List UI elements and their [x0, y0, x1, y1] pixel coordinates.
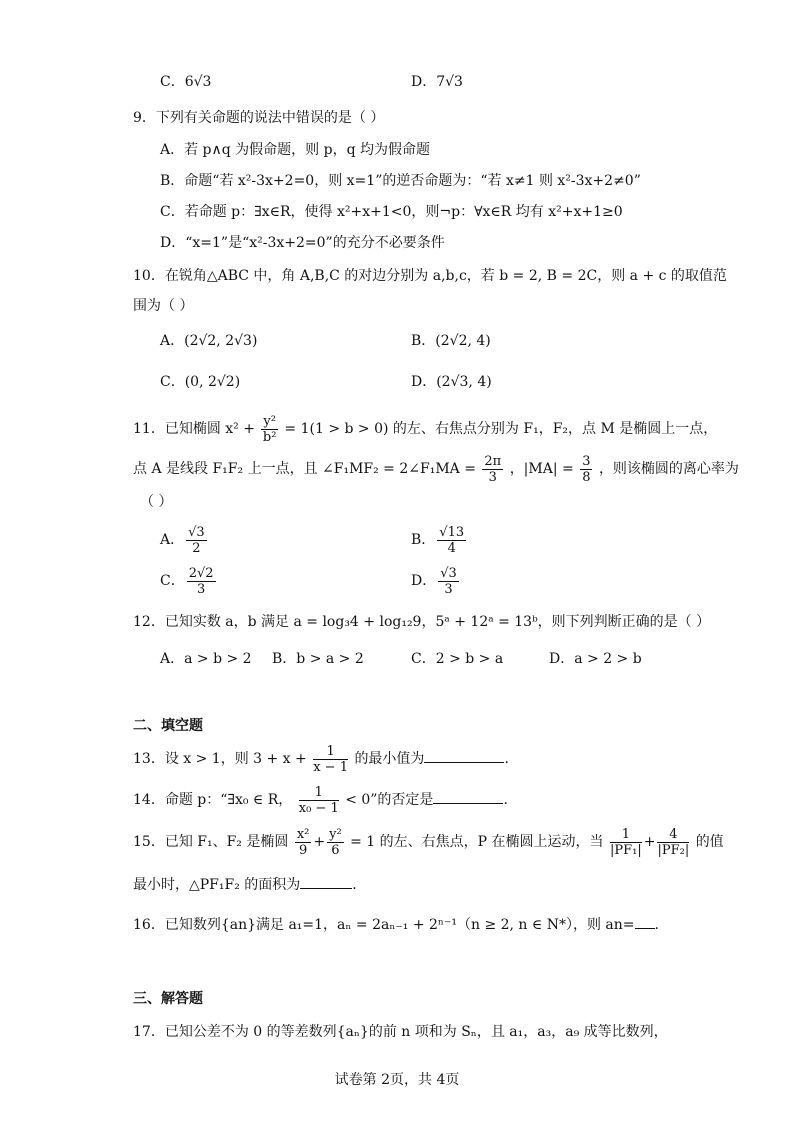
q13-answer-blank[interactable] [424, 748, 504, 763]
q12-stem: 12．已知实数 a，b 满足 a = log₃4 + log₁₂9，5ᵃ + 12ᵃ = 13ᵇ，则下列判断正确的是（ ） [133, 614, 711, 630]
q14: 14．命题 p：“∃x₀ ∈ R， $\frac{1}{\text{x₀ − 1}}$ < 0”的否定是 . [133, 784, 508, 816]
q15-answer-blank[interactable] [300, 874, 352, 889]
q15-line1: 15．已知 F₁、F₂ 是椭圆 $\frac{\text{x²}}{9}$ + $\frac{\text{y²}}{6}$ = 1 的左、右焦点，P 在椭圆上运动，当 $\frac{1}{\text{|PF₁|}}$ + $\frac{4}{\text{|PF₂|}}$ 的值 [133, 826, 724, 858]
section-fill-in-title: 二、填空题 [133, 718, 203, 734]
q11-option-d: D． $\frac{√3}{3}$ [411, 565, 457, 597]
q9-option-b: B．命题“若 x²-3x+2=0，则 x=1”的逆否命题为：“若 x≠1 则 x²-3x+2≠0” [160, 173, 641, 189]
q11-frac-2pi-3: $\frac{2\pi}{3}$ [484, 453, 502, 485]
q9-stem: 9．下列有关命题的说法中错误的是（ ） [133, 110, 385, 126]
section-solution-title: 三、解答题 [133, 991, 203, 1007]
q13: 13．设 x > 1，则 3 + x + $\frac{1}{x - 1}$ 的最小值为 . [133, 743, 509, 775]
q10-option-b: B．(2√2, 4) [411, 333, 491, 349]
q11-stem-line1: 11．已知椭圆 x² + $\frac{\text{y²}}{\text{b²}}$ = 1(1 > b > 0) 的左、右焦点分别为 F₁，F₂，点 M 是椭圆上一点， [133, 413, 718, 445]
q11-option-c: C． $\frac{2√2}{3}$ [160, 565, 214, 597]
q11-option-a: A． $\frac{√3}{2}$ [160, 524, 205, 556]
q10-stem-line1: 10．在锐角△ABC 中，角 A,B,C 的对边分别为 a,b,c，若 b = 2, B = 2C，则 a + c 的取值范 [133, 268, 727, 284]
q16: 16．已知数列{an}满足 a₁=1，aₙ = 2aₙ₋₁ + 2ⁿ⁻¹（n ≥ 2, n ∈ N*），则 an= . [133, 914, 659, 935]
q17-stem: 17．已知公差不为 0 的等差数列{aₙ}的前 n 项和为 Sₙ，且 a₁，a₃，a₉ 成等比数列， [133, 1024, 668, 1040]
q9-option-c: C．若命题 p：∃x∈R，使得 x²+x+1<0，则¬p：∀x∈R 均有 x²+x+1≥0 [160, 204, 623, 220]
q14-answer-blank[interactable] [433, 789, 503, 804]
q8-option-c: C．6√3 [160, 74, 212, 90]
q12-option-d: D．a > 2 > b [549, 651, 642, 667]
q10-stem-line2: 围为（ ） [133, 298, 194, 314]
q12-option-b: B．b > a > 2 [272, 651, 364, 667]
q9-option-d: D．“x=1”是“x²-3x+2=0”的充分不必要条件 [160, 235, 445, 251]
q10-option-c: C．(0, 2√2) [160, 374, 241, 390]
q12-option-a: A．a > b > 2 [160, 651, 252, 667]
q11-stem-line3: （ ） [140, 494, 173, 510]
q11-stem-line2: 点 A 是线段 F₁F₂ 上一点，且 ∠F₁MF₂ = 2∠F₁MA = $\frac{2\pi}{3}$ ，|MA| = $\frac{3}{8}$ ，则该椭圆的离心率为 [133, 453, 739, 485]
q10-option-a: A．(2√2, 2√3) [160, 333, 258, 349]
q15-line2: 最小时，△PF₁F₂ 的面积为 . [133, 874, 357, 895]
q16-answer-blank[interactable] [635, 914, 655, 929]
q11-frac-3-8: $\frac{3}{8}$ [582, 453, 591, 485]
q12-option-c: C．2 > b > a [411, 651, 504, 667]
page-footer: 试卷第 2页，共 4页 [334, 1072, 460, 1088]
q8-option-d: D．7√3 [411, 74, 463, 90]
q9-option-a: A．若 p∧q 为假命题，则 p，q 均为假命题 [160, 142, 431, 158]
q10-option-d: D．(2√3, 4) [411, 374, 492, 390]
q11-frac-y2-b2: $\frac{\text{y²}}{\text{b²}}$ [262, 413, 277, 445]
q11-option-b: B． $\frac{√13}{4}$ [411, 524, 465, 556]
